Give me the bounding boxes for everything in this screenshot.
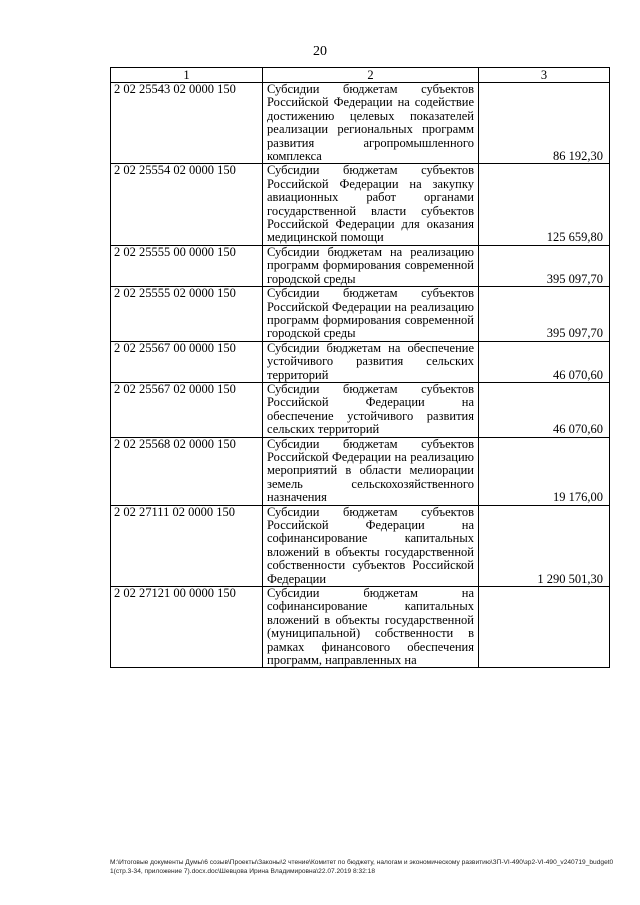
- budget-item-name: Субсидии бюджетам на обеспечение устойчивого развития сельских территорий: [263, 341, 479, 382]
- budget-item-name: Субсидии бюджетам субъектов Российской Федерации на софинансирование капитальных вложений в объекты государственной собственности субъектов Российской Федерации: [263, 505, 479, 586]
- table-row: [111, 587, 610, 668]
- table-row: [111, 287, 610, 342]
- budget-amount: 46 070,60: [479, 341, 610, 382]
- table-row: [111, 382, 610, 437]
- budget-item-name: Субсидии бюджетам субъектов Российской Федерации на обеспечение устойчивого развития сельских территорий: [263, 382, 479, 437]
- table-row: [111, 164, 610, 245]
- budget-item-name: Субсидии бюджетам субъектов Российской Федерации на содействие достижению целевых показателей реализации региональных программ развития агропромышленного комплекса: [263, 83, 479, 164]
- budget-code: 2 02 25567 00 0000 150: [111, 341, 263, 382]
- budget-amount: 125 659,80: [479, 164, 610, 245]
- budget-amount: [479, 587, 610, 668]
- budget-code: 2 02 27111 02 0000 150: [111, 505, 263, 586]
- budget-item-name: Субсидии бюджетам субъектов Российской Федерации на реализацию программ формирования современной городской среды: [263, 287, 479, 342]
- budget-code: 2 02 25554 02 0000 150: [111, 164, 263, 245]
- budget-item-name: Субсидии бюджетам субъектов Российской Федерации на закупку авиационных работ органами государственной власти субъектов Российской Федерации для оказания медицинской помощи: [263, 164, 479, 245]
- budget-code: 2 02 27121 00 0000 150: [111, 587, 263, 668]
- column-header-amount: 3: [479, 68, 610, 83]
- budget-code: 2 02 25568 02 0000 150: [111, 437, 263, 505]
- budget-code: 2 02 25543 02 0000 150: [111, 83, 263, 164]
- budget-amount: 46 070,60: [479, 382, 610, 437]
- budget-code: 2 02 25555 00 0000 150: [111, 245, 263, 286]
- budget-amount: 395 097,70: [479, 287, 610, 342]
- table-row: [111, 437, 610, 505]
- budget-item-name: Субсидии бюджетам на реализацию программ формирования современной городской среды: [263, 245, 479, 286]
- table-row: [111, 505, 610, 586]
- budget-item-name: Субсидии бюджетам на софинансирование капитальных вложений в объекты государственной (муниципальной) собственности в рамках финансового обеспечения программ, направленных на: [263, 587, 479, 668]
- document-file-path-footer: М:\Итоговые документы Думы\6 созыв\Проекты\Законы\2 чтение\Комитет по бюджету, налогам и экономическому развитию\ЗП-VI-490\зр2-VI-490_v240719_budget01(стр.3-34, приложение 7).docx.doc\Шевцова Ирина Владимировна\22.07.2019 8:32:18: [110, 859, 614, 875]
- table-header-row: [111, 68, 610, 83]
- table-row: [111, 341, 610, 382]
- budget-code: 2 02 25567 02 0000 150: [111, 382, 263, 437]
- column-header-code: 1: [111, 68, 263, 83]
- budget-item-name: Субсидии бюджетам субъектов Российской Федерации на реализацию мероприятий в области мелиорации земель сельскохозяйственного назначения: [263, 437, 479, 505]
- page-number: 20: [313, 44, 327, 59]
- budget-amount: 86 192,30: [479, 83, 610, 164]
- budget-amount: 19 176,00: [479, 437, 610, 505]
- table-row: [111, 245, 610, 286]
- budget-amount: 395 097,70: [479, 245, 610, 286]
- table-row: [111, 83, 610, 164]
- budget-amount: 1 290 501,30: [479, 505, 610, 586]
- column-header-name: 2: [263, 68, 479, 83]
- budget-code: 2 02 25555 02 0000 150: [111, 287, 263, 342]
- budget-revenue-table: [110, 67, 610, 668]
